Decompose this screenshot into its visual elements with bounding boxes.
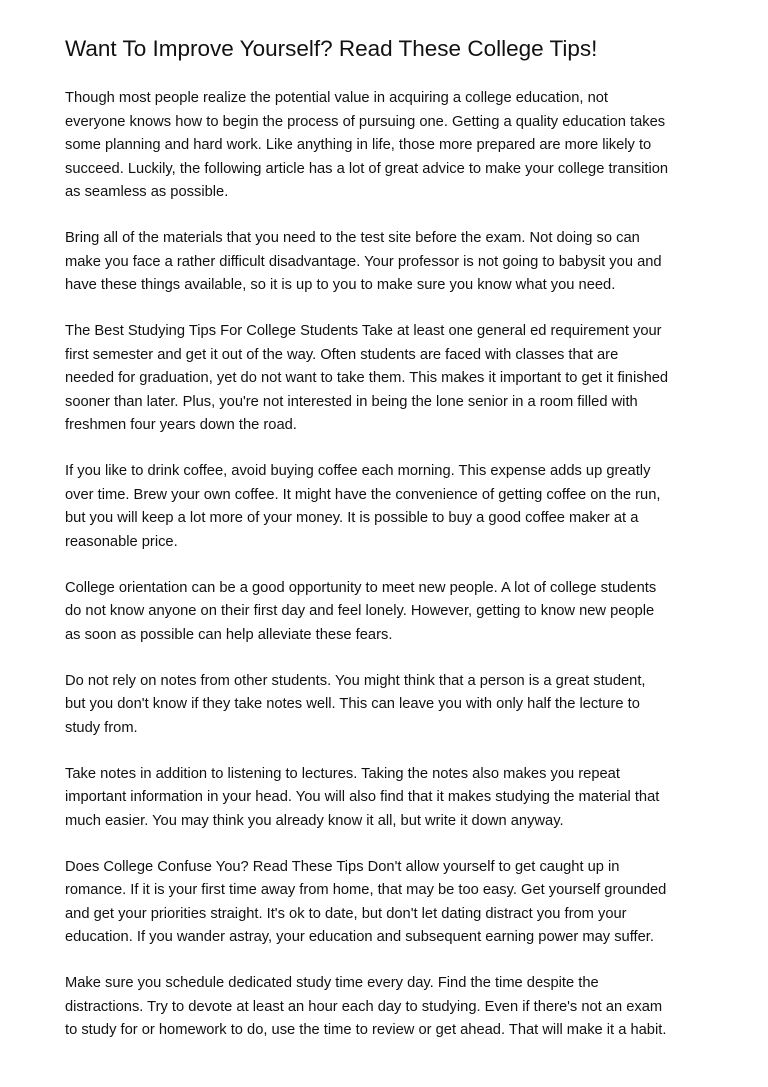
paragraph-line: Does College Confuse You? Read These Tips Don't allow yourself to get caught up in (65, 858, 620, 875)
paragraph (65, 227, 735, 298)
paragraph-line: Bring all of the materials that you need to the test site before the exam. Not doing so can (65, 230, 640, 246)
paragraph-line: education. If you wander astray, your education and subsequent earning power may suffer. (65, 929, 654, 945)
paragraph-line: important information in your head. You will also find that it makes studying the material that (65, 789, 660, 805)
paragraph-line: reasonable price. (65, 533, 178, 550)
paragraph (65, 577, 735, 648)
paragraph (65, 460, 735, 554)
paragraph (65, 763, 735, 834)
paragraph (65, 87, 735, 205)
paragraph-line: do not know anyone on their first day and feel lonely. However, getting to know new people (65, 603, 655, 619)
paragraph-line: over time. Brew your own coffee. It might have the convenience of getting coffee on the run, (65, 486, 661, 503)
document-body (65, 87, 735, 1043)
paragraph-line: freshmen four years down the road. (65, 417, 297, 433)
paragraph-line: Though most people realize the potential value in acquiring a college education, not (65, 90, 608, 106)
paragraph-line: first semester and get it out of the way. Often students are faced with classes that are (65, 346, 619, 363)
paragraph-line: some planning and hard work. Like anything in life, those more prepared are more likely to (65, 137, 652, 153)
paragraph-line: The Best Studying Tips For College Students Take at least one general ed requirement your (65, 323, 662, 339)
paragraph-line: If you like to drink coffee, avoid buying coffee each morning. This expense adds up greatly (65, 463, 651, 479)
paragraph-line: sooner than later. Plus, you're not interested in being the lone senior in a room filled with (65, 393, 638, 410)
paragraph-line: Make sure you schedule dedicated study time every day. Find the time despite the (65, 975, 599, 991)
paragraph-line: romance. If it is your first time away from home, that may be too easy. Get yourself grounded (65, 882, 667, 898)
paragraph-line: needed for graduation, yet do not want to take them. This makes it important to get it finished (65, 370, 669, 386)
paragraph-line: but you don't know if they take notes well. This can leave you with only half the lecture to (65, 696, 640, 712)
paragraph (65, 972, 735, 1043)
paragraph (65, 320, 735, 438)
paragraph-line: make you face a rather difficult disadvantage. Your professor is not going to babysit you and (65, 253, 662, 270)
paragraph (65, 856, 735, 950)
paragraph-line: to study for or homework to do, use the time to review or get ahead. That will make it a habit. (65, 1022, 667, 1038)
paragraph-line: have these things available, so it is up to you to make sure you know what you need. (65, 277, 616, 293)
paragraph-line: as seamless as possible. (65, 184, 229, 200)
paragraph-line: but you will keep a lot more of your money. It is possible to buy a good coffee maker at a (65, 510, 639, 526)
paragraph-line: succeed. Luckily, the following article has a lot of great advice to make your college transition (65, 160, 669, 177)
paragraph-line: distractions. Try to devote at least an hour each day to studying. Even if there's not an exam (65, 998, 663, 1015)
paragraph-line: Take notes in addition to listening to lectures. Taking the notes also makes you repeat (65, 765, 620, 782)
document-title: Want To Improve Yourself? Read These College Tips! (65, 36, 598, 61)
paragraph-line: everyone knows how to begin the process of pursuing one. Getting a quality education takes (65, 113, 666, 130)
paragraph-line: Do not rely on notes from other students. You might think that a person is a great student, (65, 672, 646, 689)
paragraph-line: study from. (65, 719, 138, 736)
paragraph-line: and get your priorities straight. It's ok to date, but don't let dating distract you from your (65, 905, 627, 922)
paragraph-line: as soon as possible can help alleviate these fears. (65, 626, 393, 643)
paragraph-line: College orientation can be a good opportunity to meet new people. A lot of college students (65, 579, 657, 596)
paragraph-line: much easier. You may think you already know it all, but write it down anyway. (65, 812, 564, 829)
document-page (65, 34, 735, 1065)
paragraph (65, 670, 735, 741)
